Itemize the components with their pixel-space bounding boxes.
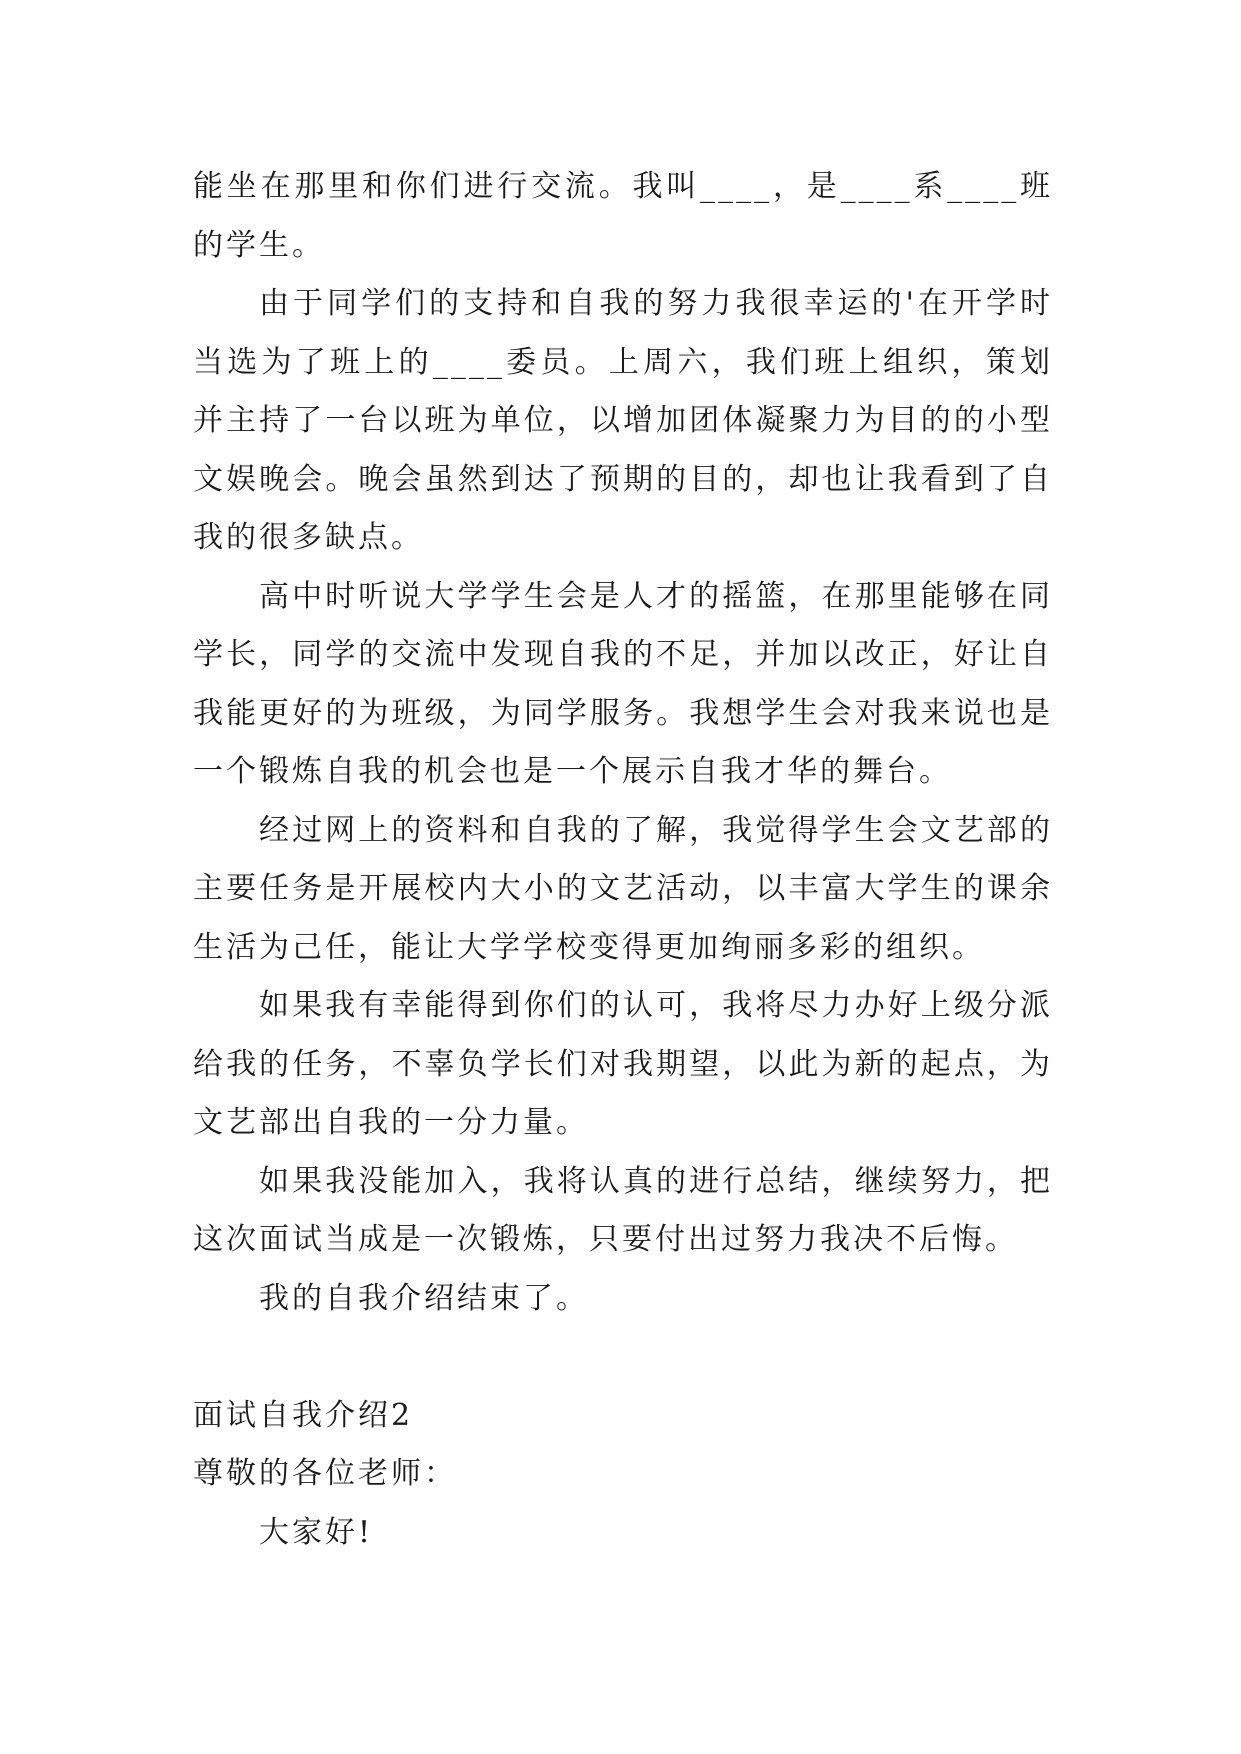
greeting: 大家好! xyxy=(259,1514,374,1550)
paragraph-closing: 我的自我介绍结束了。 xyxy=(259,1280,589,1316)
paragraph-if-rejected: 如果我没能加入，我将认真的进行总结，继续努力，把这次面试当成是一次锻炼，只要付出过努力我决不后悔。 xyxy=(193,1163,1053,1257)
salutation: 尊敬的各位老师： xyxy=(193,1456,457,1491)
paragraph-if-accepted: 如果我有幸能得到你们的认可，我将尽力办好上级分派给我的任务，不辜负学长们对我期望，以此为新的起点，为文艺部出自我的一分力量。 xyxy=(193,988,1053,1140)
paragraph-student-union: 高中时听说大学学生会是人才的摇篮，在那里能够在同学长，同学的交流中发现自我的不足，并加以改正，好让自我能更好的为班级，为同学服务。我想学生会对我来说也是一个锻炼自我的机会也是一个展示自我才华的舞台。 xyxy=(193,578,1053,789)
paragraph-class-committee: 由于同学们的支持和自我的努力我很幸运的'在开学时当选为了班上的____委员。上周六，我们班上组织，策划并主持了一台以班为单位，以增加团体凝聚力为目的的小型文娱晚会。晚会虽然到达了预期的目的，却也让我看到了自我的很多缺点。 xyxy=(193,286,1053,555)
paragraph-continuation: 能坐在那里和你们进行交流。我叫____，是____系____班的学生。 xyxy=(193,169,1053,263)
paragraph-arts-department: 经过网上的资料和自我的了解，我觉得学生会文艺部的主要任务是开展校内大小的文艺活动，以丰富大学生的课余生活为己任，能让大学学校变得更加绚丽多彩的组织。 xyxy=(193,812,1053,965)
section-spacer xyxy=(193,1328,1053,1387)
document-body xyxy=(193,158,1053,1562)
section-title: 面试自我介绍2 xyxy=(193,1397,414,1433)
